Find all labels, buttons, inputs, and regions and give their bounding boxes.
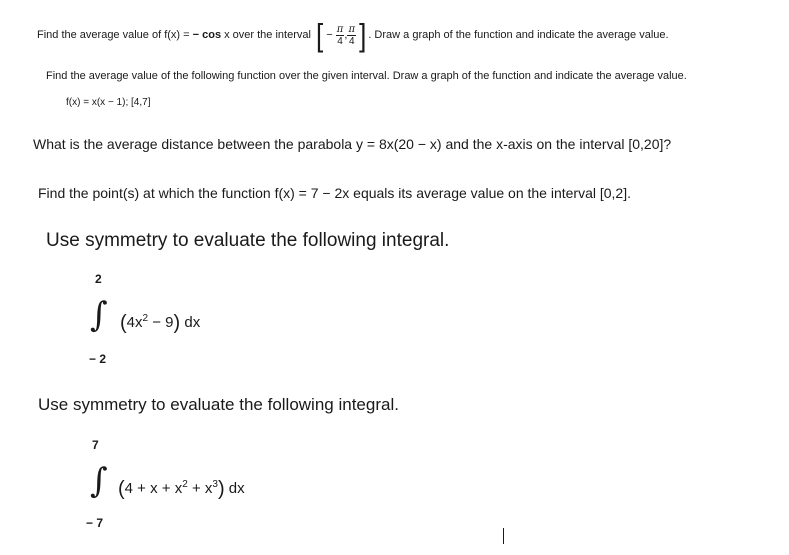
function-definition: f(x) = x(x − 1); [4,7] bbox=[66, 97, 151, 108]
integral-2-upper-limit: 7 bbox=[92, 438, 99, 452]
q1-prefix: Find the average value of f(x) = bbox=[37, 28, 193, 41]
text-cursor bbox=[503, 528, 504, 544]
fraction-pi-over-4-right: $\frac{\pi}{4}$ bbox=[348, 23, 356, 47]
left-bracket: [ bbox=[316, 17, 324, 53]
interval-expression: [ − $\frac{\pi}{4}$ , $\frac{\pi}{4}$ ] bbox=[316, 17, 367, 53]
integral-sign-icon: ∫ bbox=[90, 461, 108, 501]
q1-function-rest: x over the interval bbox=[221, 28, 311, 41]
interval-minus: − bbox=[326, 28, 333, 41]
question-average-distance: What is the average distance between the parabola y = 8x(20 − x) and the x-axis on the interval [0,20]? bbox=[33, 136, 672, 152]
question-average-point: Find the point(s) at which the function f(x) = 7 − 2x equals its average value on the interval [0,2]. bbox=[38, 185, 631, 201]
integral-2-integrand: $(4 + x + x^2 + x^3)$ dx bbox=[118, 478, 245, 500]
integral-1-lower-limit: − 2 bbox=[89, 352, 107, 366]
question-average-cos bbox=[37, 17, 669, 53]
integral-2 bbox=[84, 438, 324, 538]
q1-suffix: . Draw a graph of the function and indicate the average value. bbox=[368, 28, 669, 41]
question-symmetry-2: Use symmetry to evaluate the following integral. bbox=[38, 395, 399, 414]
integral-sign-icon: ∫ bbox=[90, 295, 108, 335]
right-bracket: ] bbox=[359, 17, 367, 53]
fraction-pi-over-4-left: $\frac{\pi}{4}$ bbox=[336, 23, 344, 47]
integral-1-integrand: $(4x^2 - 9)$ dx bbox=[120, 312, 201, 334]
integral-1-upper-limit: 2 bbox=[95, 272, 102, 286]
integral-2-lower-limit: − 7 bbox=[86, 516, 104, 530]
q1-function: − cos bbox=[192, 28, 222, 41]
question-average-function: Find the average value of the following function over the given interval. Draw a graph of the function and indicate the average value. bbox=[46, 70, 687, 82]
question-symmetry-1: Use symmetry to evaluate the following integral. bbox=[46, 230, 450, 251]
integral-1 bbox=[84, 272, 264, 372]
